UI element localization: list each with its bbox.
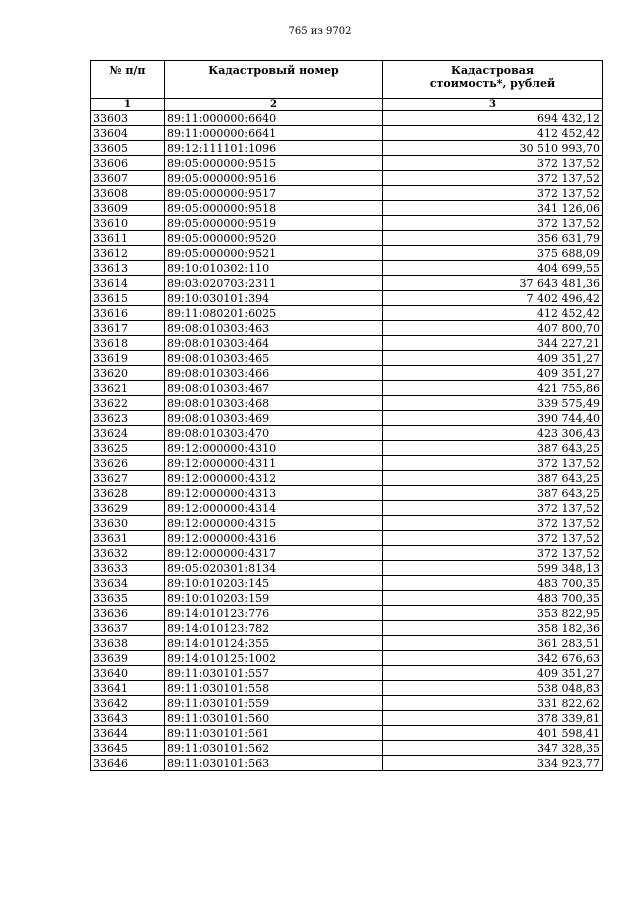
cadastral-cost: 30 510 993,70: [383, 141, 603, 156]
row-number: 33619: [91, 351, 165, 366]
row-number: 33613: [91, 261, 165, 276]
cadastral-number: 89:11:000000:6641: [165, 126, 383, 141]
cadastral-number: 89:14:010123:782: [165, 621, 383, 636]
cadastral-cost: 387 643,25: [383, 486, 603, 501]
cadastral-number: 89:11:030101:561: [165, 726, 383, 741]
table-row: [91, 396, 603, 411]
table-row: [91, 621, 603, 636]
table-row: [91, 261, 603, 276]
cadastral-number: 89:11:030101:562: [165, 741, 383, 756]
table-row: [91, 756, 603, 771]
cadastral-cost: 356 631,79: [383, 231, 603, 246]
table-row: [91, 486, 603, 501]
cadastral-cost: 372 137,52: [383, 531, 603, 546]
row-number: 33611: [91, 231, 165, 246]
cadastral-cost: 361 283,51: [383, 636, 603, 651]
table-row: [91, 231, 603, 246]
row-number: 33614: [91, 276, 165, 291]
cadastral-table: [90, 60, 603, 771]
cadastral-cost: 372 137,52: [383, 156, 603, 171]
row-number: 33615: [91, 291, 165, 306]
cadastral-cost: 412 452,42: [383, 126, 603, 141]
cadastral-number: 89:12:000000:4313: [165, 486, 383, 501]
row-number: 33606: [91, 156, 165, 171]
row-number: 33603: [91, 111, 165, 126]
cadastral-cost: 353 822,95: [383, 606, 603, 621]
table-row: [91, 576, 603, 591]
column-number-row: [91, 99, 603, 111]
row-number: 33643: [91, 711, 165, 726]
cadastral-cost: 331 822,62: [383, 696, 603, 711]
cadastral-number: 89:05:000000:9519: [165, 216, 383, 231]
cadastral-cost: 483 700,35: [383, 591, 603, 606]
table-row: [91, 306, 603, 321]
row-number: 33635: [91, 591, 165, 606]
cadastral-cost: 334 923,77: [383, 756, 603, 771]
row-number: 33623: [91, 411, 165, 426]
row-number: 33625: [91, 441, 165, 456]
cadastral-cost: 372 137,52: [383, 456, 603, 471]
cadastral-cost: 404 699,55: [383, 261, 603, 276]
row-number: 33646: [91, 756, 165, 771]
table-row: [91, 591, 603, 606]
row-number: 33604: [91, 126, 165, 141]
cadastral-cost: 390 744,40: [383, 411, 603, 426]
row-number: 33624: [91, 426, 165, 441]
cadastral-cost: 347 328,35: [383, 741, 603, 756]
header-cadastral-cost: Кадастровая стоимость*, рублей: [383, 61, 603, 99]
cadastral-cost: 372 137,52: [383, 171, 603, 186]
table-row: [91, 321, 603, 336]
table-row: [91, 141, 603, 156]
cadastral-number: 89:10:010203:145: [165, 576, 383, 591]
table-row: [91, 681, 603, 696]
cadastral-cost: 409 351,27: [383, 351, 603, 366]
row-number: 33640: [91, 666, 165, 681]
table-row: [91, 291, 603, 306]
row-number: 33644: [91, 726, 165, 741]
cadastral-cost: 421 755,86: [383, 381, 603, 396]
header-number: № п/п: [91, 61, 165, 99]
cadastral-number: 89:10:010302:110: [165, 261, 383, 276]
cadastral-number: 89:12:000000:4314: [165, 501, 383, 516]
header-row: [91, 61, 603, 99]
row-number: 33616: [91, 306, 165, 321]
cadastral-cost: 372 137,52: [383, 516, 603, 531]
cadastral-number: 89:03:020703:2311: [165, 276, 383, 291]
row-number: 33639: [91, 651, 165, 666]
column-number: 2: [165, 99, 383, 111]
table-row: [91, 456, 603, 471]
cadastral-number: 89:11:000000:6640: [165, 111, 383, 126]
cadastral-number: 89:12:000000:4315: [165, 516, 383, 531]
table-row: [91, 216, 603, 231]
cadastral-number: 89:05:000000:9520: [165, 231, 383, 246]
cadastral-cost: 339 575,49: [383, 396, 603, 411]
row-number: 33642: [91, 696, 165, 711]
row-number: 33634: [91, 576, 165, 591]
cadastral-number: 89:10:010203:159: [165, 591, 383, 606]
table-row: [91, 411, 603, 426]
cadastral-cost: 358 182,36: [383, 621, 603, 636]
cadastral-number: 89:12:000000:4316: [165, 531, 383, 546]
table-row: [91, 516, 603, 531]
table-row: [91, 276, 603, 291]
cadastral-cost: 407 800,70: [383, 321, 603, 336]
row-number: 33618: [91, 336, 165, 351]
cadastral-number: 89:05:000000:9517: [165, 186, 383, 201]
row-number: 33633: [91, 561, 165, 576]
cadastral-number: 89:08:010303:469: [165, 411, 383, 426]
cadastral-cost: 342 676,63: [383, 651, 603, 666]
cadastral-cost: 483 700,35: [383, 576, 603, 591]
table-row: [91, 546, 603, 561]
cadastral-number: 89:12:000000:4311: [165, 456, 383, 471]
cadastral-cost: 423 306,43: [383, 426, 603, 441]
table-row: [91, 501, 603, 516]
table-row: [91, 201, 603, 216]
table-row: [91, 351, 603, 366]
cadastral-cost: 341 126,06: [383, 201, 603, 216]
row-number: 33612: [91, 246, 165, 261]
table-row: [91, 441, 603, 456]
cadastral-number: 89:08:010303:470: [165, 426, 383, 441]
cadastral-cost: 372 137,52: [383, 186, 603, 201]
column-number: 1: [91, 99, 165, 111]
row-number: 33645: [91, 741, 165, 756]
cadastral-number: 89:11:080201:6025: [165, 306, 383, 321]
cadastral-number: 89:14:010124:355: [165, 636, 383, 651]
cadastral-cost: 401 598,41: [383, 726, 603, 741]
cadastral-number: 89:08:010303:465: [165, 351, 383, 366]
cadastral-cost: 378 339,81: [383, 711, 603, 726]
table-body: [91, 111, 603, 771]
table-row: [91, 651, 603, 666]
cadastral-number: 89:08:010303:467: [165, 381, 383, 396]
column-number: 3: [383, 99, 603, 111]
row-number: 33637: [91, 621, 165, 636]
row-number: 33627: [91, 471, 165, 486]
table-row: [91, 666, 603, 681]
cadastral-number: 89:05:000000:9518: [165, 201, 383, 216]
table-row: [91, 126, 603, 141]
row-number: 33622: [91, 396, 165, 411]
cadastral-number: 89:14:010123:776: [165, 606, 383, 621]
table-row: [91, 186, 603, 201]
row-number: 33631: [91, 531, 165, 546]
cadastral-cost: 37 643 481,36: [383, 276, 603, 291]
cadastral-number: 89:05:000000:9515: [165, 156, 383, 171]
cadastral-number: 89:12:000000:4310: [165, 441, 383, 456]
row-number: 33629: [91, 501, 165, 516]
cadastral-number: 89:05:000000:9521: [165, 246, 383, 261]
header-cadastral-number: Кадастровый номер: [165, 61, 383, 99]
table-row: [91, 426, 603, 441]
cadastral-cost: 694 432,12: [383, 111, 603, 126]
table-row: [91, 711, 603, 726]
row-number: 33628: [91, 486, 165, 501]
row-number: 33638: [91, 636, 165, 651]
cadastral-number: 89:10:030101:394: [165, 291, 383, 306]
row-number: 33620: [91, 366, 165, 381]
cadastral-cost: 387 643,25: [383, 441, 603, 456]
row-number: 33641: [91, 681, 165, 696]
cadastral-cost: 412 452,42: [383, 306, 603, 321]
cadastral-number: 89:05:020301:8134: [165, 561, 383, 576]
cadastral-number: 89:11:030101:559: [165, 696, 383, 711]
table-row: [91, 741, 603, 756]
cadastral-number: 89:11:030101:557: [165, 666, 383, 681]
row-number: 33610: [91, 216, 165, 231]
cadastral-cost: 372 137,52: [383, 501, 603, 516]
cadastral-number: 89:11:030101:560: [165, 711, 383, 726]
cadastral-number: 89:12:000000:4312: [165, 471, 383, 486]
row-number: 33609: [91, 201, 165, 216]
table-row: [91, 471, 603, 486]
cadastral-cost: 409 351,27: [383, 666, 603, 681]
row-number: 33608: [91, 186, 165, 201]
cadastral-number: 89:05:000000:9516: [165, 171, 383, 186]
cadastral-number: 89:12:000000:4317: [165, 546, 383, 561]
page-header: 765 из 9702: [288, 26, 352, 37]
cadastral-number: 89:08:010303:468: [165, 396, 383, 411]
table-row: [91, 561, 603, 576]
table-row: [91, 111, 603, 126]
table-row: [91, 156, 603, 171]
cadastral-cost: 7 402 496,42: [383, 291, 603, 306]
table-row: [91, 336, 603, 351]
row-number: 33621: [91, 381, 165, 396]
row-number: 33617: [91, 321, 165, 336]
cadastral-cost: 538 048,83: [383, 681, 603, 696]
table-row: [91, 246, 603, 261]
row-number: 33636: [91, 606, 165, 621]
cadastral-number: 89:11:030101:558: [165, 681, 383, 696]
table-row: [91, 366, 603, 381]
cadastral-cost: 344 227,21: [383, 336, 603, 351]
cadastral-number: 89:08:010303:464: [165, 336, 383, 351]
cadastral-cost: 599 348,13: [383, 561, 603, 576]
cadastral-cost: 387 643,25: [383, 471, 603, 486]
table-row: [91, 381, 603, 396]
table-row: [91, 171, 603, 186]
cadastral-cost: 372 137,52: [383, 546, 603, 561]
cadastral-cost: 372 137,52: [383, 216, 603, 231]
cadastral-cost: 375 688,09: [383, 246, 603, 261]
row-number: 33630: [91, 516, 165, 531]
cadastral-number: 89:08:010303:466: [165, 366, 383, 381]
row-number: 33632: [91, 546, 165, 561]
cadastral-number: 89:11:030101:563: [165, 756, 383, 771]
cadastral-number: 89:14:010125:1002: [165, 651, 383, 666]
cadastral-cost: 409 351,27: [383, 366, 603, 381]
table-row: [91, 696, 603, 711]
row-number: 33605: [91, 141, 165, 156]
table-row: [91, 726, 603, 741]
table-row: [91, 636, 603, 651]
row-number: 33626: [91, 456, 165, 471]
cadastral-number: 89:12:111101:1096: [165, 141, 383, 156]
table-row: [91, 606, 603, 621]
table-row: [91, 531, 603, 546]
cadastral-number: 89:08:010303:463: [165, 321, 383, 336]
row-number: 33607: [91, 171, 165, 186]
